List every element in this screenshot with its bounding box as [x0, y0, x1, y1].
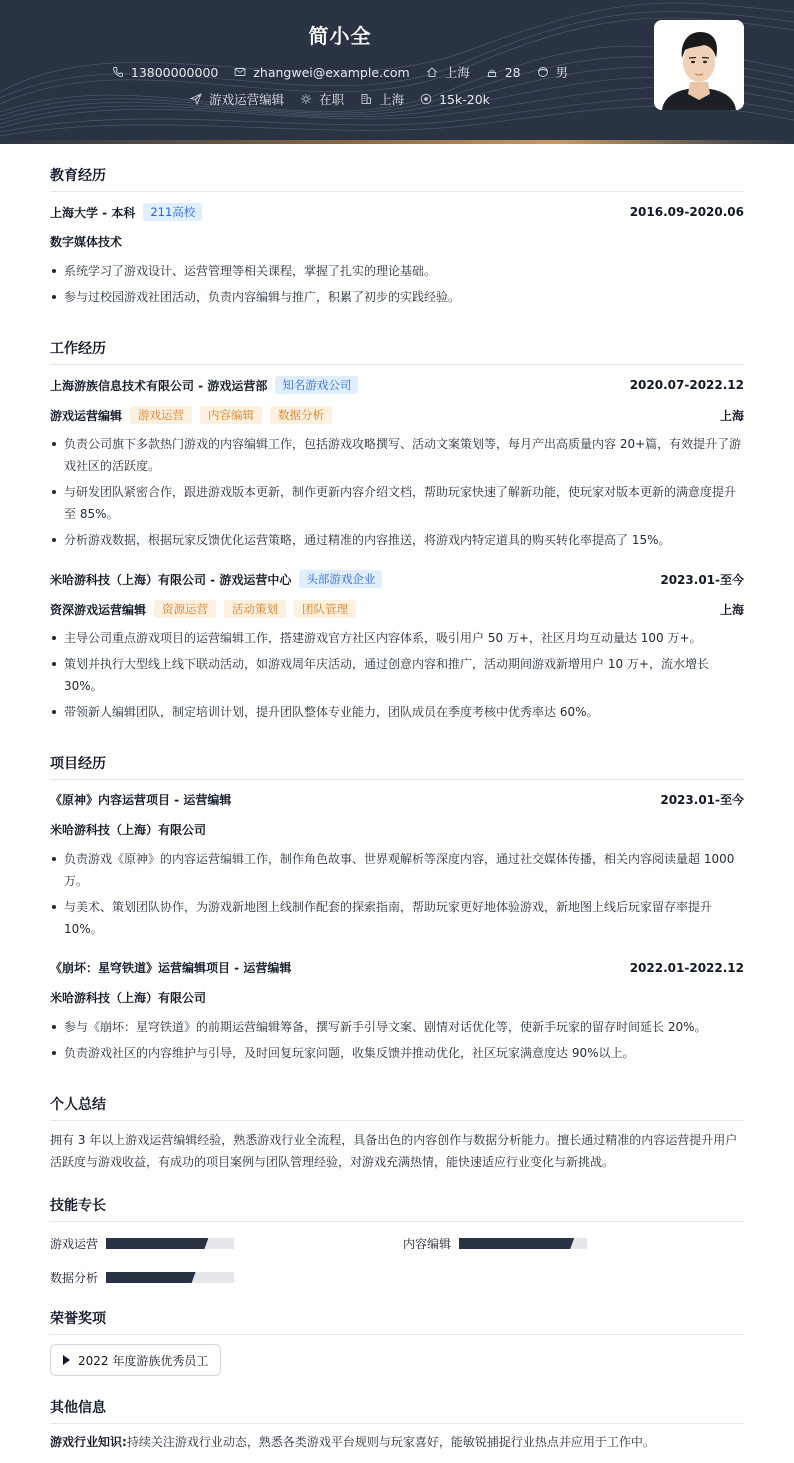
other-info-label: 游戏行业知识: — [50, 1435, 127, 1449]
caret-right-icon — [63, 1355, 70, 1365]
education-header-row — [50, 203, 744, 221]
send-icon — [190, 93, 202, 105]
section-title-education: 教育经历 — [50, 165, 744, 192]
award-text: 2022 年度游族优秀员工 — [78, 1353, 209, 1368]
education-date: 2016.09-2020.06 — [629, 205, 744, 219]
job-1-date: 2020.07-2022.12 — [629, 378, 744, 392]
project-2-bullets — [50, 1016, 744, 1068]
email-text: zhangwei@example.com — [253, 64, 410, 80]
list-item: 系统学习了游戏设计、运营管理等相关课程，掌握了扎实的理论基础。 — [50, 260, 744, 282]
skill-name: 游戏运营 — [50, 1237, 99, 1251]
list-item: 负责游戏《原神》的内容运营编辑工作，制作角色故事、世界观解析等深度内容，通过社交媒体传播，相关内容阅读量超 1000 万。 — [50, 848, 744, 892]
job-2-position-row — [50, 600, 744, 618]
gender-icon — [537, 66, 549, 78]
school-badge: 211高校 — [143, 203, 202, 221]
major-name: 数字媒体技术 — [50, 235, 123, 249]
job-1-tag: 数据分析 — [270, 406, 332, 424]
list-item: 与美术、策划团队协作，为游戏新地图上线制作配套的探索指南，帮助玩家更好地体验游戏，新地图上线后玩家留存率提升 10%。 — [50, 896, 744, 940]
project-2-name: 《崩坏：星穹铁道》运营编辑项目 - 运营编辑 — [50, 961, 292, 975]
job-1-tag: 游戏运营 — [130, 406, 192, 424]
job-1-bullets — [50, 433, 744, 555]
avatar — [654, 20, 744, 110]
job-2-badge: 头部游戏企业 — [299, 570, 382, 588]
section-title-work: 工作经历 — [50, 338, 744, 365]
project-1-header-row — [50, 791, 744, 808]
job-2-city: 上海 — [719, 602, 744, 617]
job-2-tag: 活动策划 — [224, 600, 286, 618]
skill-name: 数据分析 — [50, 1271, 99, 1285]
list-item: 负责游戏社区的内容维护与引导，及时回复玩家问题，收集反馈并推动优化，社区玩家满意度达 90%以上。 — [50, 1042, 744, 1064]
list-item: 带领新人编辑团队，制定培训计划，提升团队整体专业能力，团队成员在季度考核中优秀率达 60%。 — [50, 701, 744, 723]
skill-name: 内容编辑 — [403, 1237, 452, 1251]
job-intent-row — [0, 90, 680, 108]
skill-bar — [106, 1238, 234, 1249]
skill-bar-fill — [106, 1238, 208, 1249]
section-title-summary: 个人总结 — [50, 1094, 744, 1121]
list-item: 参与过校园游戏社团活动，负责内容编辑与推广，积累了初步的实践经验。 — [50, 286, 744, 308]
contact-row — [0, 63, 680, 81]
project-1-bullets — [50, 848, 744, 944]
job-2-position: 资深游戏运营编辑 — [50, 602, 147, 617]
project-2-date: 2022.01-2022.12 — [629, 960, 744, 975]
list-item: 与研发团队紧密合作，跟进游戏版本更新，制作更新内容介绍文档，帮助玩家快速了解新功能，使玩家对版本更新的满意度提升至 85%。 — [50, 481, 744, 525]
list-item: 主导公司重点游戏项目的运营编辑工作，搭建游戏官方社区内容体系，吸引用户 50 万+，社区月均互动量达 100 万+。 — [50, 627, 744, 649]
intent-position-text: 游戏运营编辑 — [209, 92, 285, 107]
list-item: 参与《崩坏：星穹铁道》的前期运营编辑筹备，撰写新手引导文案、剧情对话优化等，使新手玩家的留存时间延长 20%。 — [50, 1016, 744, 1038]
job-1-header-row — [50, 376, 744, 394]
skill-bar-fill — [106, 1272, 196, 1283]
job-1-city: 上海 — [719, 408, 744, 423]
project-1-name: 《原神》内容运营项目 - 运营编辑 — [50, 793, 232, 807]
list-item: 负责公司旗下多款热门游戏的内容编辑工作，包括游戏攻略撰写、活动文案策划等，每月产出高质量内容 20+篇，有效提升了游戏社区的活跃度。 — [50, 433, 744, 477]
status-info — [300, 90, 344, 108]
salary-icon — [420, 93, 432, 105]
intent-position-info — [190, 90, 284, 108]
job-2-header-row — [50, 570, 744, 588]
mail-icon — [234, 66, 246, 78]
job-2-date: 2023.01-至今 — [660, 572, 744, 587]
major-row — [50, 233, 744, 250]
phone-info — [112, 65, 218, 80]
skill-item — [50, 1269, 234, 1286]
resume-header — [0, 0, 794, 140]
education-bullets — [50, 260, 744, 312]
job-1-position-row — [50, 406, 744, 424]
job-1-tag: 内容编辑 — [200, 406, 262, 424]
age-icon — [486, 66, 498, 78]
job-2-bullets — [50, 627, 744, 727]
skill-item — [403, 1235, 587, 1252]
location-info — [426, 63, 470, 81]
salary-info — [420, 92, 490, 107]
section-title-awards: 荣誉奖项 — [50, 1308, 744, 1335]
avatar-photo-icon — [654, 20, 744, 110]
status-text: 在职 — [319, 92, 345, 107]
intent-city-text: 上海 — [379, 92, 405, 107]
other-info-row — [50, 1433, 744, 1450]
list-item: 策划并执行大型线上线下联动活动，如游戏周年庆活动，通过创意内容和推广，活动期间游戏新增用户 10 万+，流水增长 30%。 — [50, 653, 744, 697]
building-icon — [360, 93, 372, 105]
age-text: 28 — [504, 64, 521, 80]
job-2-company: 米哈游科技（上海）有限公司 - 游戏运营中心 — [50, 572, 292, 587]
skill-bar — [106, 1272, 234, 1283]
section-title-skills: 技能专长 — [50, 1195, 744, 1222]
job-1-company: 上海游族信息技术有限公司 - 游戏运营部 — [50, 378, 268, 393]
gender-info — [537, 63, 569, 81]
email-info — [234, 65, 409, 80]
header-accent-line — [0, 140, 794, 144]
skill-bar-fill — [459, 1238, 574, 1249]
gender-text: 男 — [555, 65, 569, 80]
project-1-company-row — [50, 821, 744, 838]
job-1-badge: 知名游戏公司 — [275, 376, 358, 394]
phone-text: 13800000000 — [130, 64, 219, 80]
location-text: 上海 — [444, 65, 470, 80]
status-icon — [300, 93, 312, 105]
age-info — [486, 65, 521, 80]
list-item: 分析游戏数据，根据玩家反馈优化运营策略，通过精准的内容推送，将游戏内特定道具的购买转化率提高了 15%。 — [50, 529, 744, 551]
home-icon — [426, 66, 438, 78]
job-1-position: 游戏运营编辑 — [50, 408, 123, 423]
project-1-date: 2023.01-至今 — [660, 793, 744, 807]
project-2-company: 米哈游科技（上海）有限公司 — [50, 991, 207, 1005]
skill-item — [50, 1235, 234, 1252]
job-2-tag: 资源运营 — [154, 600, 216, 618]
job-2-tag: 团队管理 — [294, 600, 356, 618]
section-title-projects: 项目经历 — [50, 753, 744, 780]
summary-text: 拥有 3 年以上游戏运营编辑经验，熟悉游戏行业全流程，具备出色的内容创作与数据分析能力。擅长通过精准的内容运营提升用户活跃度与游戏收益，有成功的项目案例与团队管理经验，对游戏充满热情，能快速适应行业变化与新挑战。 — [50, 1133, 738, 1169]
salary-text: 15k-20k — [439, 91, 490, 107]
award-item[interactable] — [50, 1344, 221, 1376]
intent-city-info — [360, 90, 404, 108]
school-name: 上海大学 - 本科 — [50, 205, 136, 220]
section-title-other: 其他信息 — [50, 1397, 744, 1424]
other-info-text: 持续关注游戏行业动态，熟悉各类游戏平台规则与玩家喜好，能敏锐捕捉行业热点并应用于工作中。 — [126, 1435, 655, 1449]
phone-icon — [112, 66, 124, 78]
skill-bar — [459, 1238, 587, 1249]
project-2-company-row — [50, 989, 744, 1006]
project-2-header-row — [50, 959, 744, 976]
project-1-company: 米哈游科技（上海）有限公司 — [50, 823, 207, 837]
candidate-name: 简小全 — [308, 24, 372, 48]
